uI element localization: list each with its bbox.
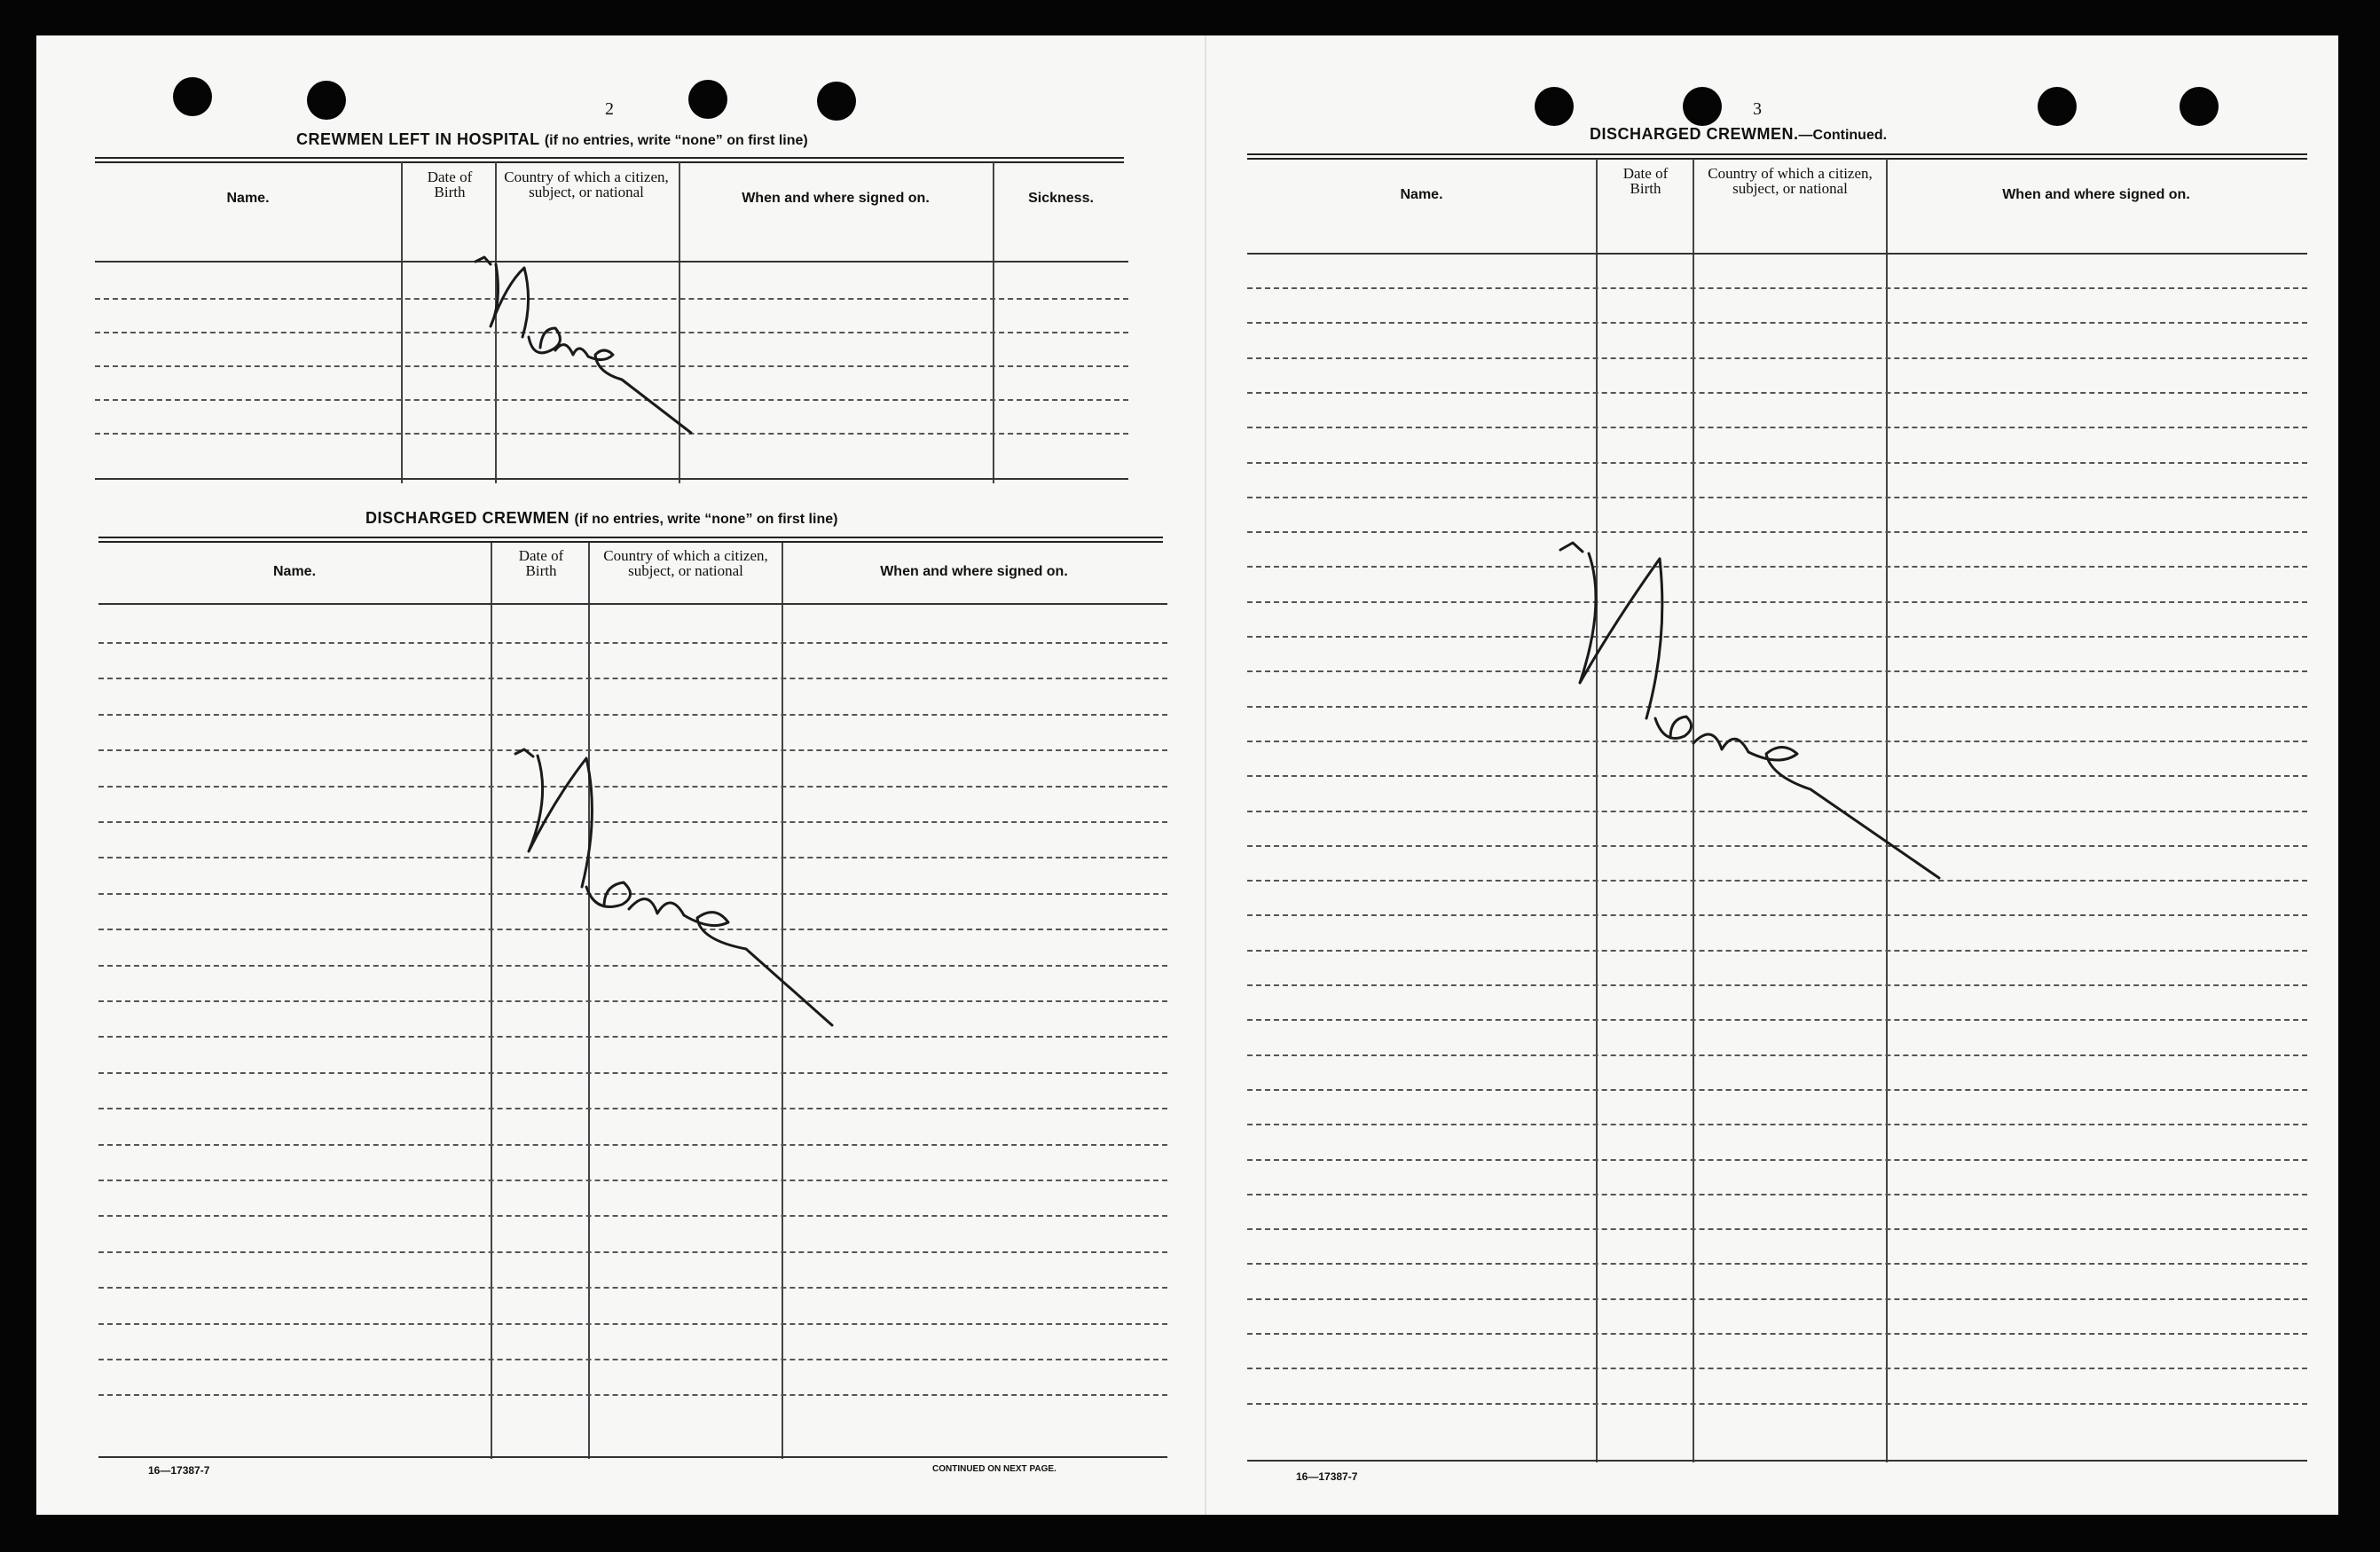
form-number: 16—17387-7 [1296,1470,1358,1483]
column-header-signed-on: When and where signed on. [880,564,1068,579]
continued-note: CONTINUED ON NEXT PAGE. [932,1464,1056,1474]
column-header-date-of-birth: Date of Birth [1622,165,1669,197]
column-header-signed-on: When and where signed on. [742,191,930,206]
section-note: (if no entries, write “none” on first line) [574,512,838,527]
handwritten-none [36,35,2343,1543]
column-header-name: Name. [226,191,270,206]
form-number: 16—17387-7 [148,1464,210,1477]
column-header-signed-on: When and where signed on. [2002,187,2190,202]
column-header-date-of-birth: Date of Birth [518,547,564,579]
column-header-name: Name. [1400,187,1443,202]
section-note: (if no entries, write “none” on first line) [544,133,808,148]
section-title-text: CREWMEN LEFT IN HOSPITAL [296,130,540,148]
column-header-sickness: Sickness. [1028,191,1094,206]
column-header-name: Name. [272,564,317,579]
page-number: 3 [1753,99,1762,119]
section-title-text: DISCHARGED CREWMEN. [1590,125,1799,143]
section-title-text: DISCHARGED CREWMEN [365,509,570,527]
section-suffix: —Continued. [1798,128,1888,143]
column-header-country: Country of which a citizen, subject, or national [504,169,669,200]
column-header-country: Country of which a citizen, subject, or national [1708,165,1873,197]
document-spread [36,35,2338,1515]
page-number: 2 [605,99,614,119]
column-header-country: Country of which a citizen, subject, or national [603,547,768,579]
column-header-date-of-birth: Date of Birth [427,169,473,200]
